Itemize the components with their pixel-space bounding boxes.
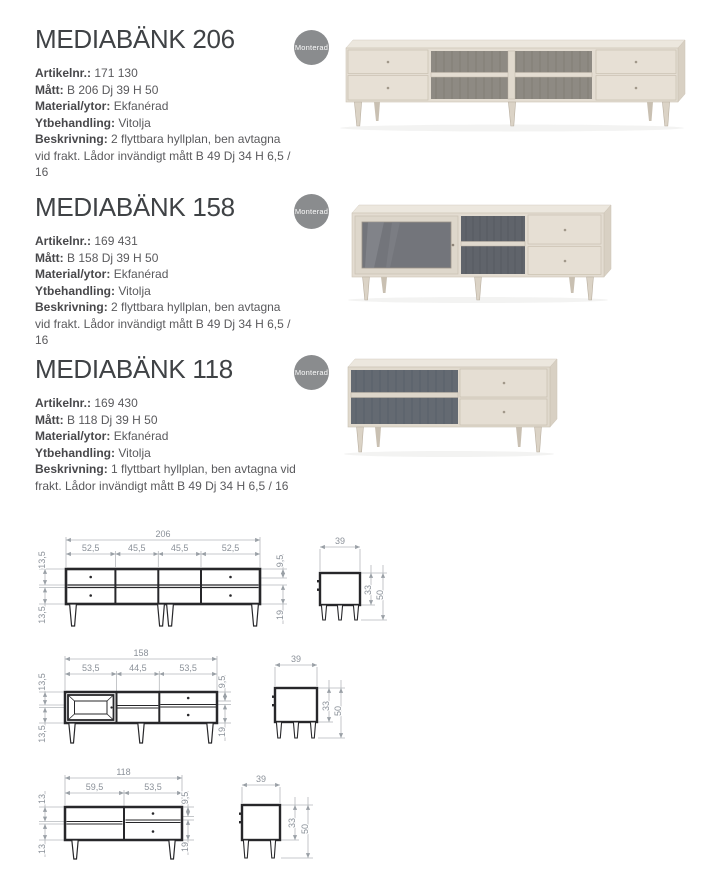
dim-right-top: 9,5 xyxy=(275,554,285,568)
product-title: MEDIABÄNK 158 xyxy=(35,192,235,222)
spec-matt: Mått: B 206 Dj 39 H 50 xyxy=(35,82,159,97)
product-section-158 xyxy=(35,192,297,349)
dim-left-bottom: 13,5 xyxy=(37,725,47,743)
dim-right-top: 9,5 xyxy=(180,791,190,805)
monterad-badge-label: Monterad xyxy=(294,207,329,216)
dim-right-bottom: 19 xyxy=(217,726,227,738)
dim-segment: 53,5 xyxy=(82,663,100,673)
dim-right-top: 9,5 xyxy=(217,675,227,689)
dim-segment: 45,5 xyxy=(170,543,189,553)
dim-left-top: 13,5 xyxy=(37,673,47,691)
media-bench-206-illustration xyxy=(346,40,685,126)
spec-matt: Mått: B 158 Dj 39 H 50 xyxy=(35,250,159,265)
monterad-badge xyxy=(294,194,329,229)
spec-ytbehandling: Ytbehandling: Vitolja xyxy=(35,115,151,130)
side-view xyxy=(239,774,313,858)
dim-right-bottom: 19 xyxy=(275,609,285,621)
spec-artikelnr: Artikelnr.: 171 130 xyxy=(35,66,138,80)
spec-matt: Mått: B 118 Dj 39 H 50 xyxy=(35,412,158,427)
spec-material: Material/ytor: Ekfanérad xyxy=(35,99,169,113)
dim-side-width: 39 xyxy=(255,774,267,784)
dim-segment: 45,5 xyxy=(128,543,146,553)
dim-left-bottom: 13,5 xyxy=(37,606,47,624)
front-view xyxy=(37,767,194,859)
dim-right-bottom: 19 xyxy=(180,841,190,853)
monterad-badge-label: Monterad xyxy=(294,43,329,52)
dim-left-top: 13,5 xyxy=(37,551,47,569)
monterad-badge-label: Monterad xyxy=(294,368,329,377)
dim-left-top: 13 xyxy=(37,793,47,805)
spec-artikelnr: Artikelnr.: 169 431 xyxy=(35,234,138,248)
technical-drawing-118 xyxy=(25,765,345,877)
product-section-118 xyxy=(35,354,297,494)
front-view xyxy=(37,529,287,626)
monterad-badge xyxy=(294,30,329,65)
side-view xyxy=(317,536,387,620)
spec-beskrivning: Beskrivning: 1 flyttbart hyllplan, ben avtagna vid frakt. Lådor invändigt mått B 49 Dj 34 H 6,5 / 16 xyxy=(35,462,296,493)
spec-material: Material/ytor: Ekfanérad xyxy=(35,267,169,281)
product-photo-158 xyxy=(332,188,622,303)
dim-side-body-height: 33 xyxy=(363,584,373,596)
media-bench-158-illustration xyxy=(352,205,611,300)
dim-segment: 44,5 xyxy=(129,663,147,673)
spec-material: Material/ytor: Ekfanérad xyxy=(35,429,169,443)
product-title: MEDIABÄNK 118 xyxy=(35,354,233,384)
spec-ytbehandling: Ytbehandling: Vitolja xyxy=(35,283,151,298)
dim-side-body-height: 33 xyxy=(321,700,331,712)
spec-ytbehandling: Ytbehandling: Vitolja xyxy=(35,445,151,460)
spec-beskrivning: Beskrivning: 2 flyttbara hyllplan, ben avtagna vid frakt. Lådor invändigt mått B 49 Dj 34 H 6,5 / 16 xyxy=(35,300,291,347)
product-photo-206 xyxy=(330,18,705,133)
dim-segment: 59,5 xyxy=(85,782,104,792)
technical-drawing-158 xyxy=(25,645,365,760)
dim-side-total-height: 50 xyxy=(375,589,385,601)
monterad-badge xyxy=(294,355,329,390)
product-photo-118 xyxy=(333,343,568,458)
product-title: MEDIABÄNK 206 xyxy=(35,24,235,54)
dim-segment: 52,5 xyxy=(81,543,100,553)
dim-total-width: 206 xyxy=(155,529,171,539)
dim-left-bottom: 13 xyxy=(37,843,47,855)
spec-beskrivning: Beskrivning: 2 flyttbara hyllplan, ben avtagna vid frakt. Lådor invändigt mått B 49 Dj 34 H 6,5 / 16 xyxy=(35,132,291,179)
dim-side-width: 39 xyxy=(334,536,346,546)
media-bench-118-illustration xyxy=(348,359,557,452)
side-view xyxy=(272,654,345,738)
dim-segment: 53,5 xyxy=(179,663,197,673)
product-section-206 xyxy=(35,24,297,181)
technical-drawing-206 xyxy=(25,525,405,640)
spec-artikelnr: Artikelnr.: 169 430 xyxy=(35,396,138,410)
front-view xyxy=(37,648,231,743)
dim-side-body-height: 33 xyxy=(287,817,297,829)
dim-side-total-height: 50 xyxy=(300,823,310,835)
dim-total-width: 158 xyxy=(133,648,149,658)
dim-side-width: 39 xyxy=(290,654,302,664)
dim-total-width: 118 xyxy=(116,767,131,777)
floor-shadow xyxy=(344,451,554,457)
dim-segment: 52,5 xyxy=(221,543,240,553)
dim-segment: 53,5 xyxy=(144,782,162,792)
dim-side-total-height: 50 xyxy=(333,705,343,717)
